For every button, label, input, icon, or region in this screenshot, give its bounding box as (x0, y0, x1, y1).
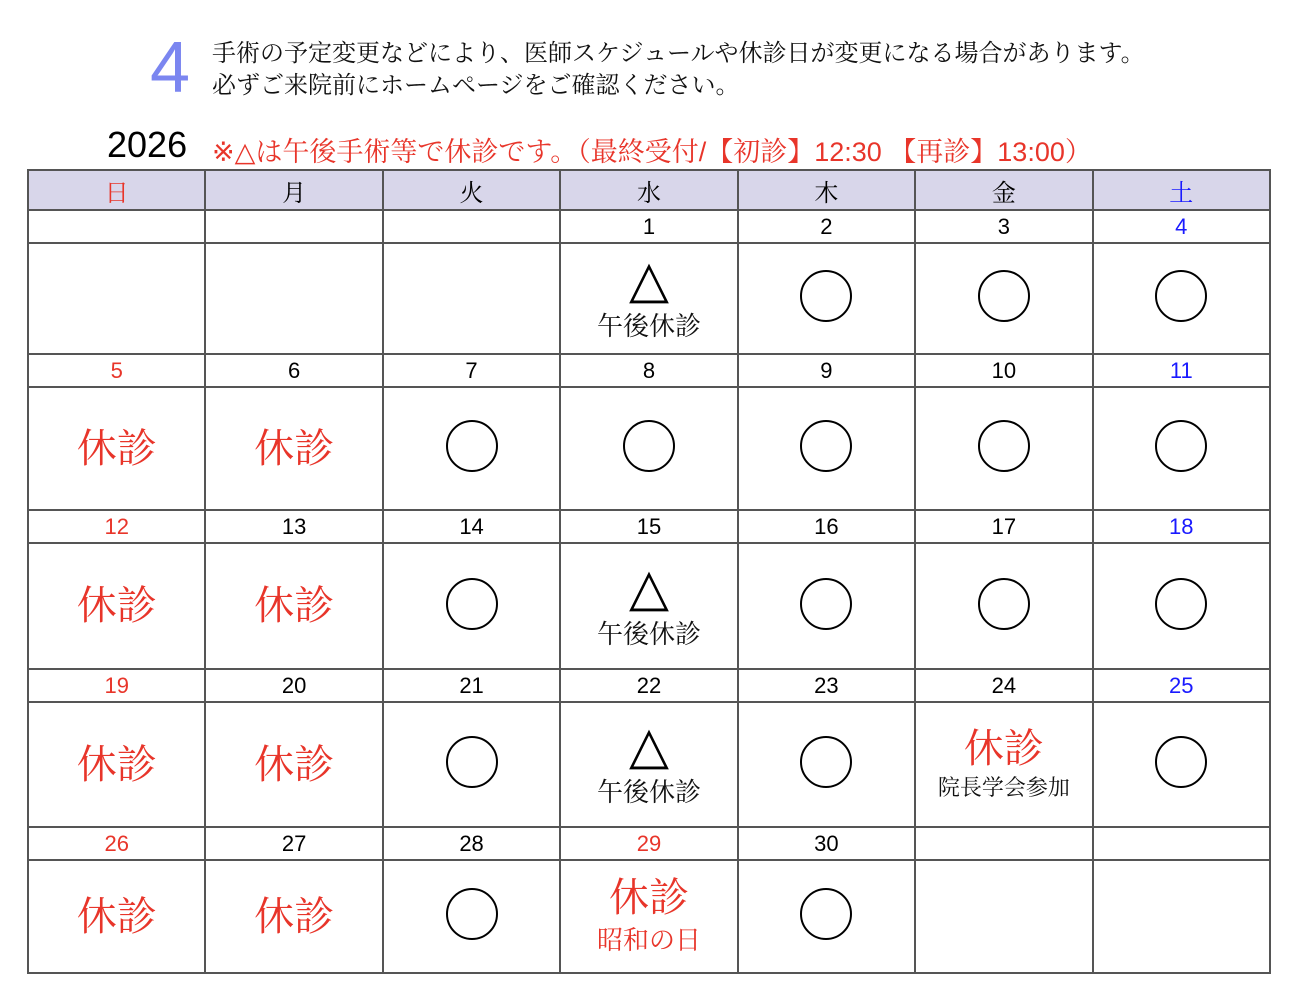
closed-label: 休診 (254, 742, 335, 787)
open-circle-icon (1155, 736, 1207, 788)
notice-line-2: 必ずご来院前にホームページをご確認ください。 (212, 72, 740, 99)
date-number: 30 (738, 827, 915, 860)
day-cell (738, 702, 915, 827)
weekday-header: 水 (560, 170, 737, 210)
closure-reason: 昭和の日 (596, 925, 701, 955)
day-cell (28, 702, 205, 827)
day-cell (915, 860, 1092, 973)
day-cell (1093, 243, 1270, 354)
triangle-icon: △ (628, 717, 669, 775)
open-circle-icon (623, 420, 675, 472)
day-cell (738, 860, 915, 973)
date-number: 9 (738, 354, 915, 387)
closed-label: 休診 (76, 894, 157, 939)
date-number: 11 (1093, 354, 1270, 387)
weekday-header: 木 (738, 170, 915, 210)
closed-label: 休診 (608, 876, 689, 920)
closed-label: 休診 (76, 584, 157, 628)
afternoon-closed-label: 午後休診 (596, 618, 701, 649)
status-row (28, 387, 1270, 510)
day-cell (28, 860, 205, 973)
date-number (383, 210, 560, 243)
status-row (28, 702, 1270, 827)
open-circle-icon (978, 578, 1030, 630)
day-cell (738, 243, 915, 354)
open-circle-icon (446, 420, 498, 472)
weekday-header: 土 (1093, 170, 1270, 210)
day-cell (560, 860, 737, 973)
date-number: 1 (560, 210, 737, 243)
year: 2026 (107, 124, 188, 165)
open-circle-icon (800, 888, 852, 940)
month-number: 4 (150, 28, 191, 108)
status-row (28, 543, 1270, 669)
day-cell (915, 543, 1092, 669)
weekday-header: 火 (383, 170, 560, 210)
triangle-icon: △ (628, 558, 669, 617)
date-row (28, 669, 1270, 702)
open-circle-icon (1155, 578, 1207, 630)
day-cell (915, 243, 1092, 354)
afternoon-closure-note: ※△は午後手術等で休診です。（最終受付/【初診】12:30 【再診】13:00） (212, 137, 1092, 167)
open-circle-icon (800, 420, 852, 472)
date-number: 28 (383, 827, 560, 860)
date-number (28, 210, 205, 243)
date-number: 13 (205, 510, 382, 543)
open-circle-icon (978, 420, 1030, 472)
open-circle-icon (978, 270, 1030, 322)
date-number: 18 (1093, 510, 1270, 543)
closure-reason: 院長学会参加 (937, 775, 1070, 800)
date-row (28, 210, 1270, 243)
date-number: 7 (383, 354, 560, 387)
date-number: 10 (915, 354, 1092, 387)
date-number: 24 (915, 669, 1092, 702)
notice-line-1: 手術の予定変更などにより、医師スケジュールや休診日が変更になる場合があります。 (212, 40, 1145, 67)
day-cell (383, 387, 560, 510)
day-cell (383, 243, 560, 354)
date-number: 27 (205, 827, 382, 860)
day-cell (560, 543, 737, 669)
closed-label: 休診 (254, 584, 335, 628)
date-number (205, 210, 382, 243)
date-row (28, 354, 1270, 387)
date-number: 12 (28, 510, 205, 543)
date-row (28, 510, 1270, 543)
open-circle-icon (800, 736, 852, 788)
day-cell (560, 387, 737, 510)
date-number: 3 (915, 210, 1092, 243)
weekday-header: 金 (915, 170, 1092, 210)
closed-label: 休診 (76, 742, 157, 787)
open-circle-icon (800, 270, 852, 322)
day-cell (1093, 387, 1270, 510)
calendar-table (27, 169, 1271, 974)
closed-label: 休診 (76, 426, 157, 471)
date-number: 2 (738, 210, 915, 243)
day-cell (205, 387, 382, 510)
triangle-icon: △ (628, 251, 669, 309)
date-number: 25 (1093, 669, 1270, 702)
day-cell (205, 860, 382, 973)
closed-label: 休診 (963, 727, 1044, 771)
date-number: 4 (1093, 210, 1270, 243)
day-cell (915, 387, 1092, 510)
open-circle-icon (1155, 420, 1207, 472)
afternoon-closed-label: 午後休診 (596, 777, 701, 807)
day-cell (1093, 543, 1270, 669)
day-cell (28, 243, 205, 354)
day-cell (560, 243, 737, 354)
day-cell (560, 702, 737, 827)
day-cell (915, 702, 1092, 827)
day-cell (205, 543, 382, 669)
day-cell (28, 387, 205, 510)
status-row (28, 243, 1270, 354)
date-number: 8 (560, 354, 737, 387)
date-number: 22 (560, 669, 737, 702)
date-number: 26 (28, 827, 205, 860)
date-number: 20 (205, 669, 382, 702)
day-cell (738, 543, 915, 669)
date-number (915, 827, 1092, 860)
day-cell (28, 543, 205, 669)
date-number: 16 (738, 510, 915, 543)
date-number: 5 (28, 354, 205, 387)
weekday-header: 月 (205, 170, 382, 210)
day-cell (383, 860, 560, 973)
date-row (28, 827, 1270, 860)
day-cell (1093, 702, 1270, 827)
day-cell (205, 243, 382, 354)
day-cell (383, 702, 560, 827)
day-cell (738, 387, 915, 510)
day-cell (383, 543, 560, 669)
date-number (1093, 827, 1270, 860)
open-circle-icon (800, 578, 852, 630)
weekday-header: 日 (28, 170, 205, 210)
open-circle-icon (446, 736, 498, 788)
open-circle-icon (446, 578, 498, 630)
afternoon-closed-label: 午後休診 (596, 311, 701, 341)
date-number: 6 (205, 354, 382, 387)
open-circle-icon (1155, 270, 1207, 322)
date-number: 21 (383, 669, 560, 702)
notice (212, 38, 1145, 102)
open-circle-icon (446, 888, 498, 940)
day-cell (205, 702, 382, 827)
date-number: 17 (915, 510, 1092, 543)
day-cell (1093, 860, 1270, 973)
date-number: 19 (28, 669, 205, 702)
closed-label: 休診 (254, 426, 335, 471)
status-row (28, 860, 1270, 973)
date-number: 29 (560, 827, 737, 860)
date-number: 14 (383, 510, 560, 543)
closed-label: 休診 (254, 894, 335, 939)
date-number: 23 (738, 669, 915, 702)
date-number: 15 (560, 510, 737, 543)
